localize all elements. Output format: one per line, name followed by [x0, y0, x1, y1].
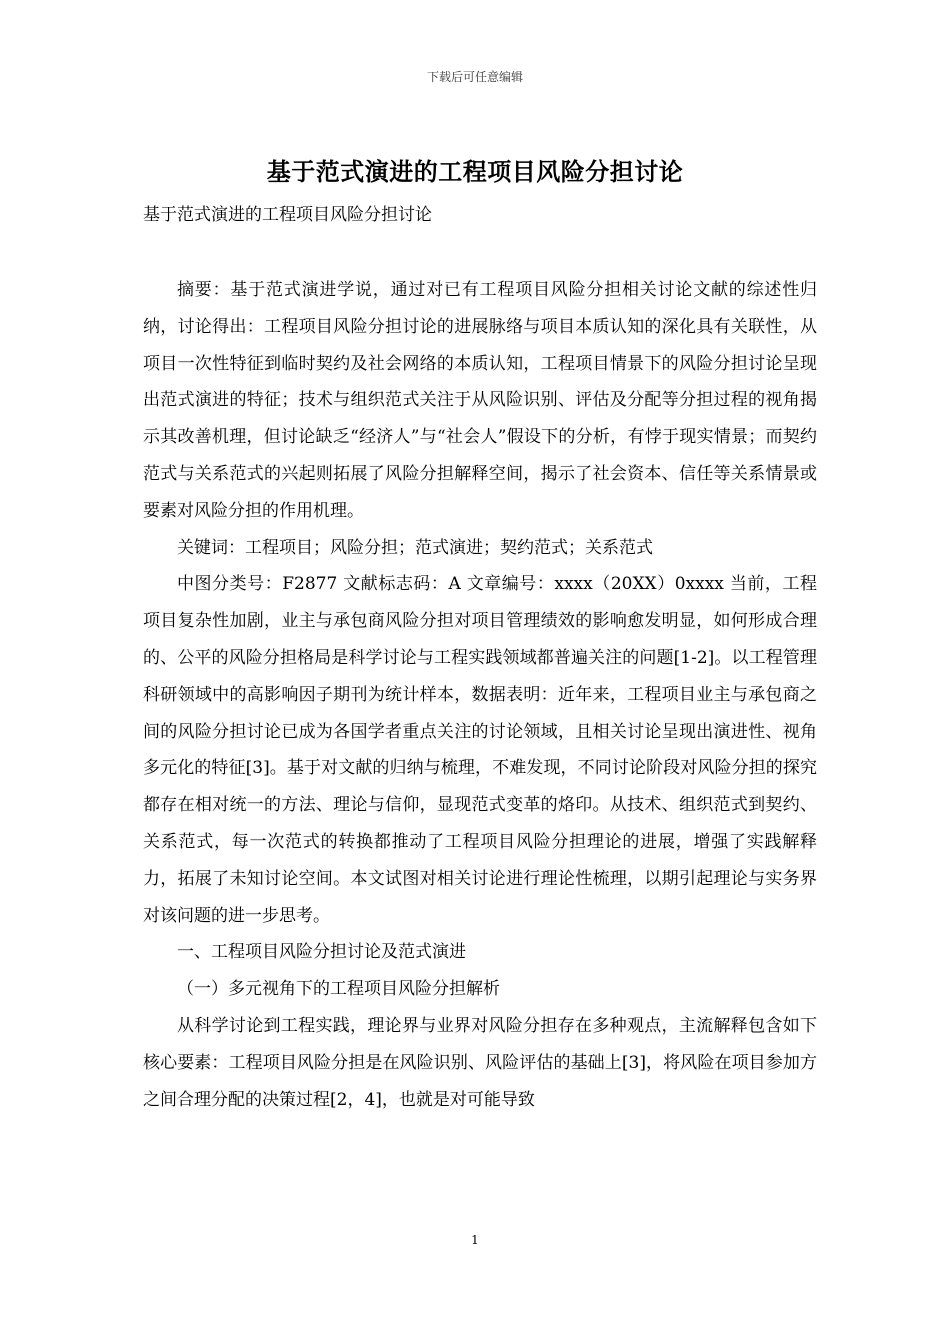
- section-heading-1: 一、工程项目风险分担讨论及范式演进: [177, 942, 466, 963]
- body-paragraph: 从科学讨论到工程实践，理论界与业界对风险分担存在多种观点，主流解释包含如下核心要素：工程项目风险分担是在风险识别、风险评估的基础上[3]，将风险在项目参加方之间合理分配的决策过程[2，4]，也就是对可能导致: [143, 1015, 817, 1110]
- page-number: 1: [471, 1233, 479, 1247]
- document-subtitle: 基于范式演进的工程项目风险分担讨论: [143, 205, 432, 225]
- keywords-paragraph: 关键词：工程项目；风险分担；范式演进；契约范式；关系范式: [177, 537, 653, 558]
- subsection-heading-1-1: （一）多元视角下的工程项目风险分担解析: [177, 979, 500, 1000]
- document-body: [143, 272, 817, 1118]
- abstract-paragraph: 摘要：基于范式演进学说，通过对已有工程项目风险分担相关讨论文献的综述性归纳，讨论得出：工程项目风险分担讨论的进展脉络与项目本质认知的深化具有关联性，从项目一次性特征到临时契约及社会网络的本质认知，工程项目情景下的风险分担讨论呈现出范式演进的特征；技术与组织范式关注于从风险识别、评估及分配等分担过程的视角揭示其改善机理，但讨论缺乏“经济人”与“社会人”假设下的分析，有悖于现实情景；而契约范式与关系范式的兴起则拓展了风险分担解释空间，揭示了社会资本、信任等关系情景或要素对风险分担的作用机理。: [143, 280, 817, 521]
- page-header-note: 下载后可任意编辑: [426, 70, 523, 84]
- document-title: 基于范式演进的工程项目风险分担讨论: [266, 157, 684, 186]
- introduction-paragraph: 中图分类号：F2877 文献标志码：A 文章编号：xxxx（20XX）0xxxx 当前，工程项目复杂性加剧，业主与承包商风险分担对项目管理绩效的影响愈发明显，如何形成合理的、公平的风险分担格局是科学讨论与工程实践领域都普遍关注的问题[1-2]。以工程管理科研领域中的高影响因子期刊为统计样本，数据表明：近年来，工程项目业主与承包商之间的风险分担讨论已成为各国学者重点关注的讨论领域，且相关讨论呈现出演进性、视角多元化的特征[3]。基于对文献的归纳与梳理，不难发现，不同讨论阶段对风险分担的探究都存在相对统一的方法、理论与信仰，显现范式变革的烙印。从技术、组织范式到契约、关系范式，每一次范式的转换都推动了工程项目风险分担理论的进展，增强了实践解释力，拓展了未知讨论空间。本文试图对相关讨论进行理论性梳理，以期引起理论与实务界对该问题的进一步思考。: [143, 574, 817, 926]
